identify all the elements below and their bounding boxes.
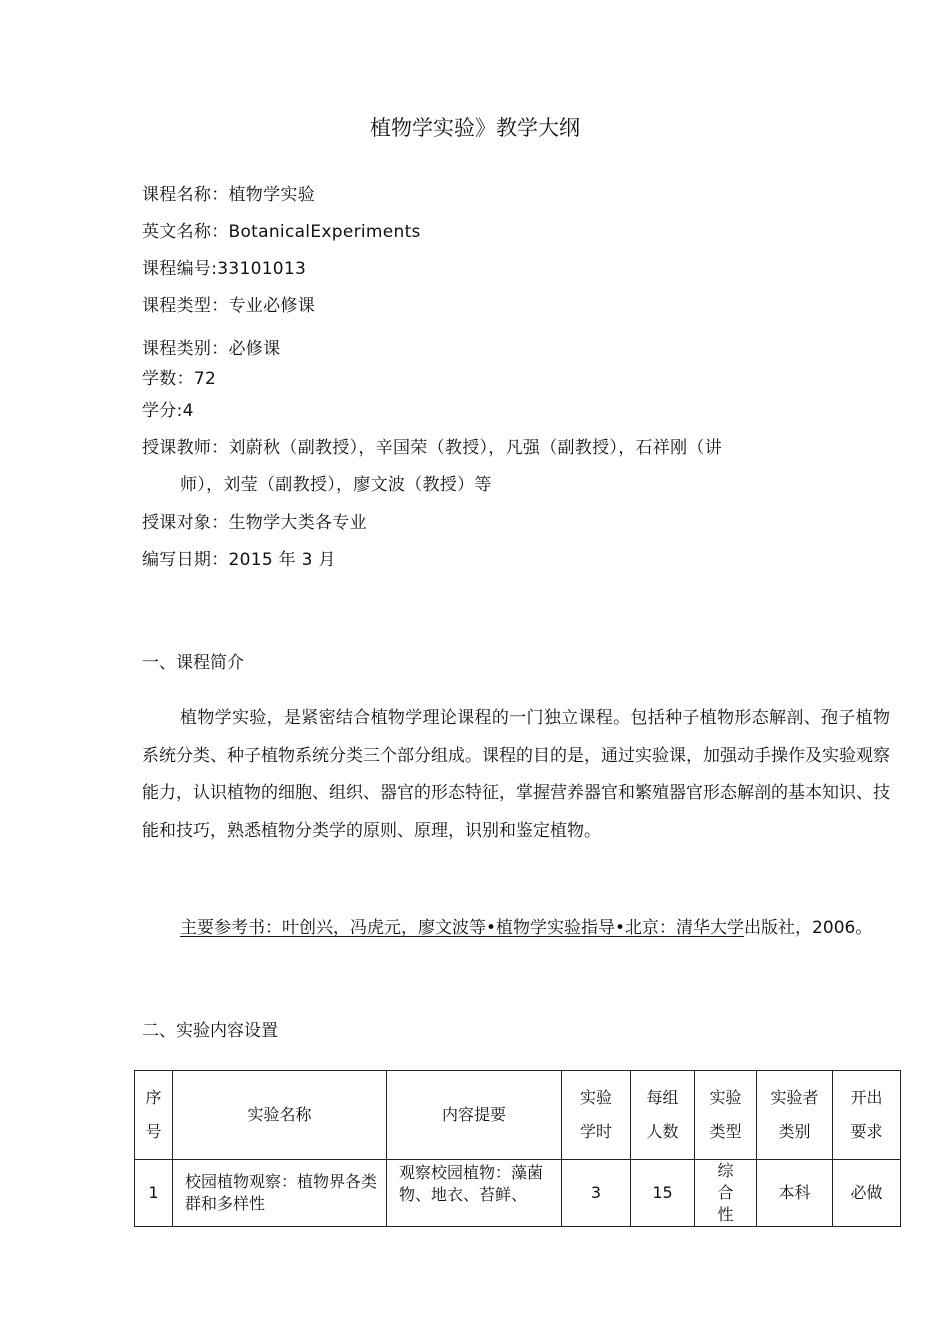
cell-no: 1 — [135, 1160, 173, 1227]
reference-paragraph — [142, 910, 894, 948]
reference-rest: 出版社，2006。 — [744, 918, 873, 938]
teachers-line-2: 师），刘莹（副教授），廖文波（教授）等 — [180, 475, 492, 495]
course-code: 课程编号:33101013 — [142, 259, 307, 279]
cell-summary: 观察校园植物：藻菌物、地衣、苔鲜、 — [387, 1160, 562, 1227]
table-header-row — [135, 1071, 901, 1160]
section-heading-intro: 一、课程简介 — [142, 653, 244, 673]
cell-type: 综合性 — [695, 1160, 757, 1227]
header-type: 实验类型 — [695, 1071, 757, 1160]
header-student: 实验者类别 — [757, 1071, 833, 1160]
header-name: 实验名称 — [173, 1071, 387, 1160]
course-category: 课程类别：必修课 — [142, 339, 281, 359]
header-hours: 实验学时 — [562, 1071, 631, 1160]
cell-hours: 3 — [562, 1160, 631, 1227]
course-type: 课程类型：专业必修课 — [142, 296, 315, 316]
header-group: 每组人数 — [631, 1071, 695, 1160]
cell-student: 本科 — [757, 1160, 833, 1227]
teachers-line-1: 授课教师：刘蔚秋（副教授），辛国荣（教授），凡强（副教授），石祥刚（讲 — [142, 438, 722, 458]
course-name: 课程名称：植物学实验 — [142, 185, 315, 205]
table-row — [135, 1160, 901, 1227]
course-credits: 学分:4 — [142, 401, 194, 421]
course-hours: 学数：72 — [142, 369, 217, 389]
compile-date: 编写日期：2015 年 3 月 — [142, 550, 336, 570]
intro-paragraph: 植物学实验，是紧密结合植物学理论课程的一门独立课程。包括种子植物形态解剖、孢子植物系统分类、种子植物系统分类三个部分组成。课程的目的是，通过实验课，加强动手操作及实验观察能力，认识植物的细胞、组织、器官的形态特征，掌握营养器官和繁殖器官形态解剖的基本知识、技能和技巧，熟悉植物分类学的原则、原理，识别和鉴定植物。 — [142, 708, 890, 841]
page-title: 植物学实验》教学大纲 — [370, 116, 580, 140]
audience: 授课对象：生物学大类各专业 — [142, 513, 367, 533]
header-summary: 内容提要 — [387, 1071, 562, 1160]
cell-group: 15 — [631, 1160, 695, 1227]
reference-underlined: 主要参考书：叶创兴，冯虎元，廖文波等•植物学实验指导•北京：清华大学 — [180, 918, 745, 938]
cell-name: 校园植物观察：植物界各类群和多样性 — [173, 1160, 387, 1227]
cell-requirement: 必做 — [833, 1160, 901, 1227]
experiment-table — [134, 1070, 901, 1227]
header-requirement: 开出要求 — [833, 1071, 901, 1160]
header-no: 序号 — [135, 1071, 173, 1160]
section-heading-content: 二、实验内容设置 — [142, 1021, 278, 1041]
english-name: 英文名称：BotanicalExperiments — [142, 222, 421, 242]
